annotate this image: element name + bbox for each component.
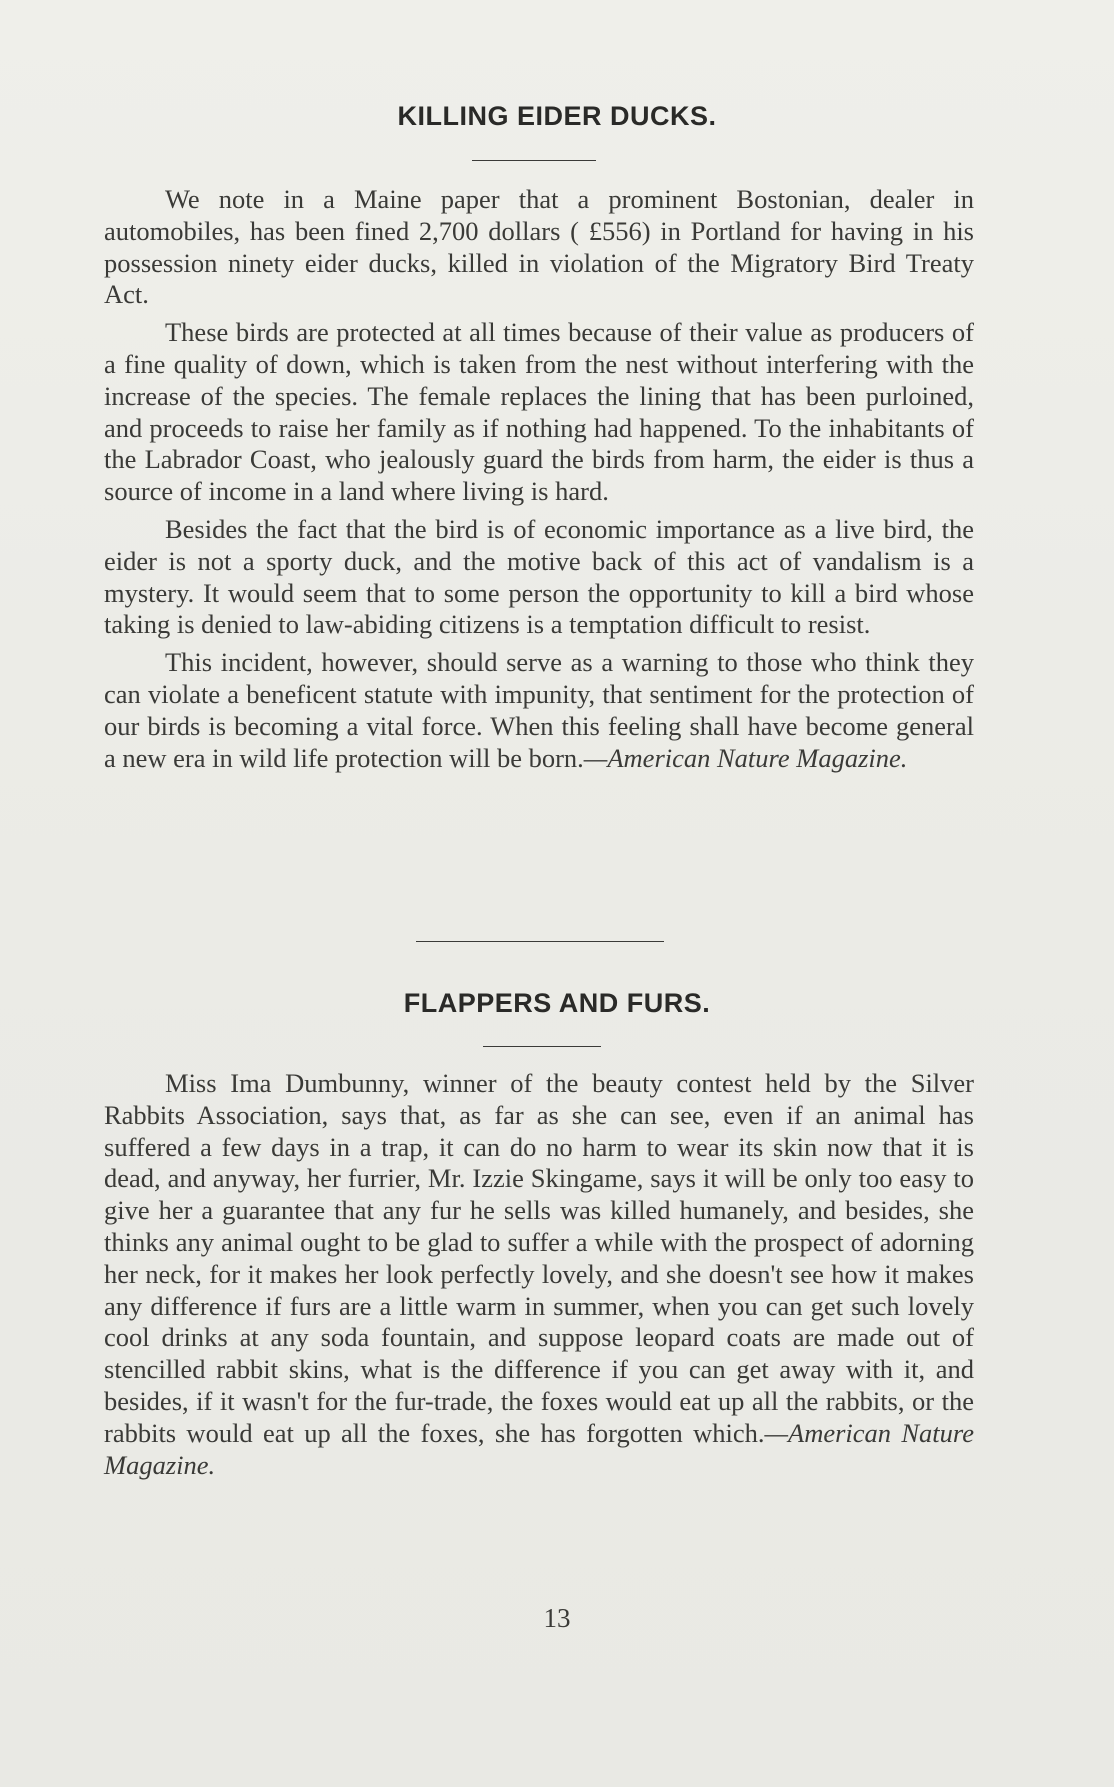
source-citation: —American Nature Magazine. — [583, 742, 908, 773]
paragraph: We note in a Maine paper that a prominent Bostonian, dealer in automobiles, has been fined 2,700 dollars ( £556) in Portland for having in his possession ninety eider ducks, killed in violation of the Migratory Bird Treaty Act. — [104, 184, 974, 310]
article-title-flappers-furs: FLAPPERS AND FURS. — [403, 988, 711, 1018]
section-divider-rule — [416, 941, 664, 942]
paragraph — [104, 647, 974, 774]
paragraph-text: This incident, however, should serve as a warning to those who think they can violate a beneficent statute with impunity, that sentiment for the protection of our birds is becoming a vital force. When this feeling shall have become general a new era in wild life protection will be born. — [104, 647, 974, 773]
page-number: 13 — [543, 1603, 571, 1633]
paragraph: Besides the fact that the bird is of economic importance as a live bird, the eider is not a sporty duck, and the motive back of this act of vandalism is a mystery. It would seem that to some person the opportunity to kill a bird whose taking is denied to law-abiding citizens is a temptation difficult to resist. — [104, 513, 974, 640]
paragraph-text: Miss Ima Dumbunny, winner of the beauty contest held by the Silver Rabbits Association, says that, as far as she can see, even if an animal has suffered a few days in a trap, it can do no harm to wear its skin now that it is dead, and anyway, her furrier, Mr. Izzie Skingame, says it will be only too easy to give her a guarantee that any fur he sells was killed humanely, and besides, she thinks any animal ought to be glad to suffer a while with the prospect of adorning her neck, for it makes her look perfectly lovely, and she doesn't see how it makes any difference if furs are a little warm in summer, when you can get such lovely cool drinks at any soda fountain, and suppose leopard coats are made out of stencilled rabbit skins, what is the difference if you can get away with it, and besides, if it wasn't for the fur-trade, the foxes would eat up all the rabbits, or the rabbits would eat up all the foxes, she has forgotten which. — [104, 1068, 974, 1448]
paragraph — [104, 1068, 974, 1481]
article-body-eider-ducks — [104, 184, 974, 780]
source-citation: —American Nature Magazine. — [104, 1417, 974, 1480]
title-underline-rule — [483, 1046, 601, 1047]
title-underline-rule — [472, 160, 596, 161]
article-title-eider-ducks: KILLING EIDER DUCKS. — [397, 101, 717, 131]
paragraph: These birds are protected at all times because of their value as producers of a fine quality of down, which is taken from the nest without interfering with the increase of the species. The female replaces the lining that has been purloined, and proceeds to raise her family as if nothing had happened. To the inhabitants of the Labrador Coast, who jealously guard the birds from harm, the eider is thus a source of income in a land where living is hard. — [104, 317, 974, 507]
article-body-flappers-furs — [104, 1068, 974, 1487]
